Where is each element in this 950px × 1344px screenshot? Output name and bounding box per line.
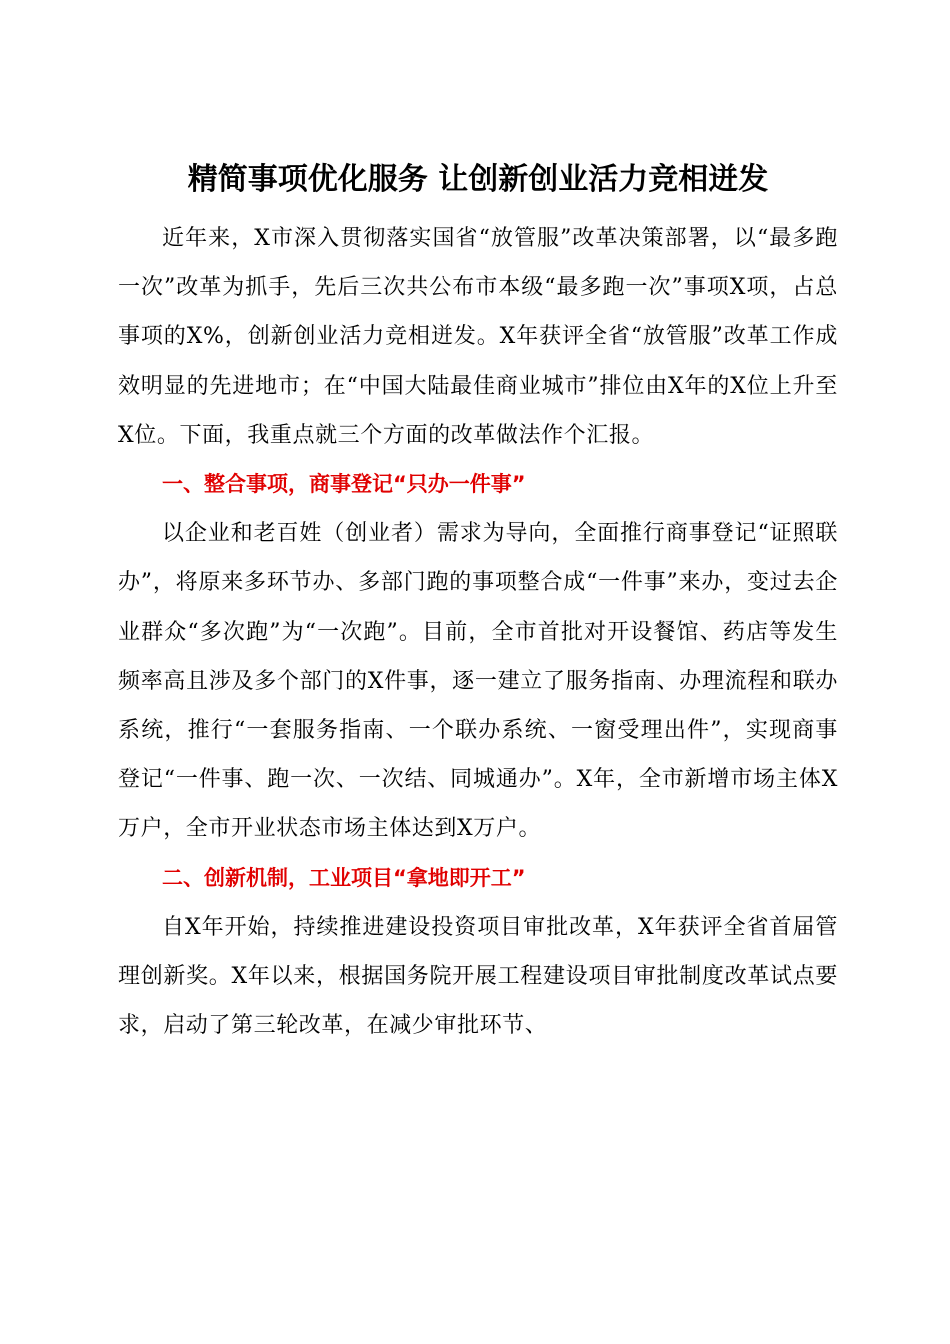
document-title: 精简事项优化服务 让创新创业活力竞相迸发 xyxy=(187,162,769,197)
intro-paragraph: 近年来，X市深入贯彻落实国省“放管服”改革决策部署，以“最多跑一次”改革为抓手，先后三次共公布市本级“最多跑一次”事项X项，占总事项的X%，创新创业活力竞相迸发。X年获评全省“放管服”改革工作成效明显的先进地市；在“中国大陆最佳商业城市”排位由X年的X位上升至X位。下面，我重点就三个方面的改革做法作个汇报。 xyxy=(118,226,838,448)
section-heading-1: 一、整合事项，商事登记“只办一件事” xyxy=(162,472,526,497)
document-body xyxy=(118,214,838,1050)
section-heading-2: 二、创新机制，工业项目“拿地即开工” xyxy=(162,865,526,890)
section-2-paragraph: 自X年开始，持续推进建设投资项目审批改革，X年获评全省首届管理创新奖。X年以来，根据国务院开展工程建设项目审批制度改革试点要求，启动了第三轮改革，在减少审批环节、 xyxy=(118,914,838,1039)
section-1-paragraph: 以企业和老百姓（创业者）需求为导向，全面推行商事登记“证照联办”，将原来多环节办、多部门跑的事项整合成“一件事”来办，变过去企业群众“多次跑”为“一次跑”。目前，全市首批对开设餐馆、药店等发生频率高且涉及多个部门的X件事，逐一建立了服务指南、办理流程和联办系统，推行“一套服务指南、一个联办系统、一窗受理出件”，实现商事登记“一件事、跑一次、一次结、同城通办”。X年，全市新增市场主体X万户，全市开业状态市场主体达到X万户。 xyxy=(118,521,838,842)
